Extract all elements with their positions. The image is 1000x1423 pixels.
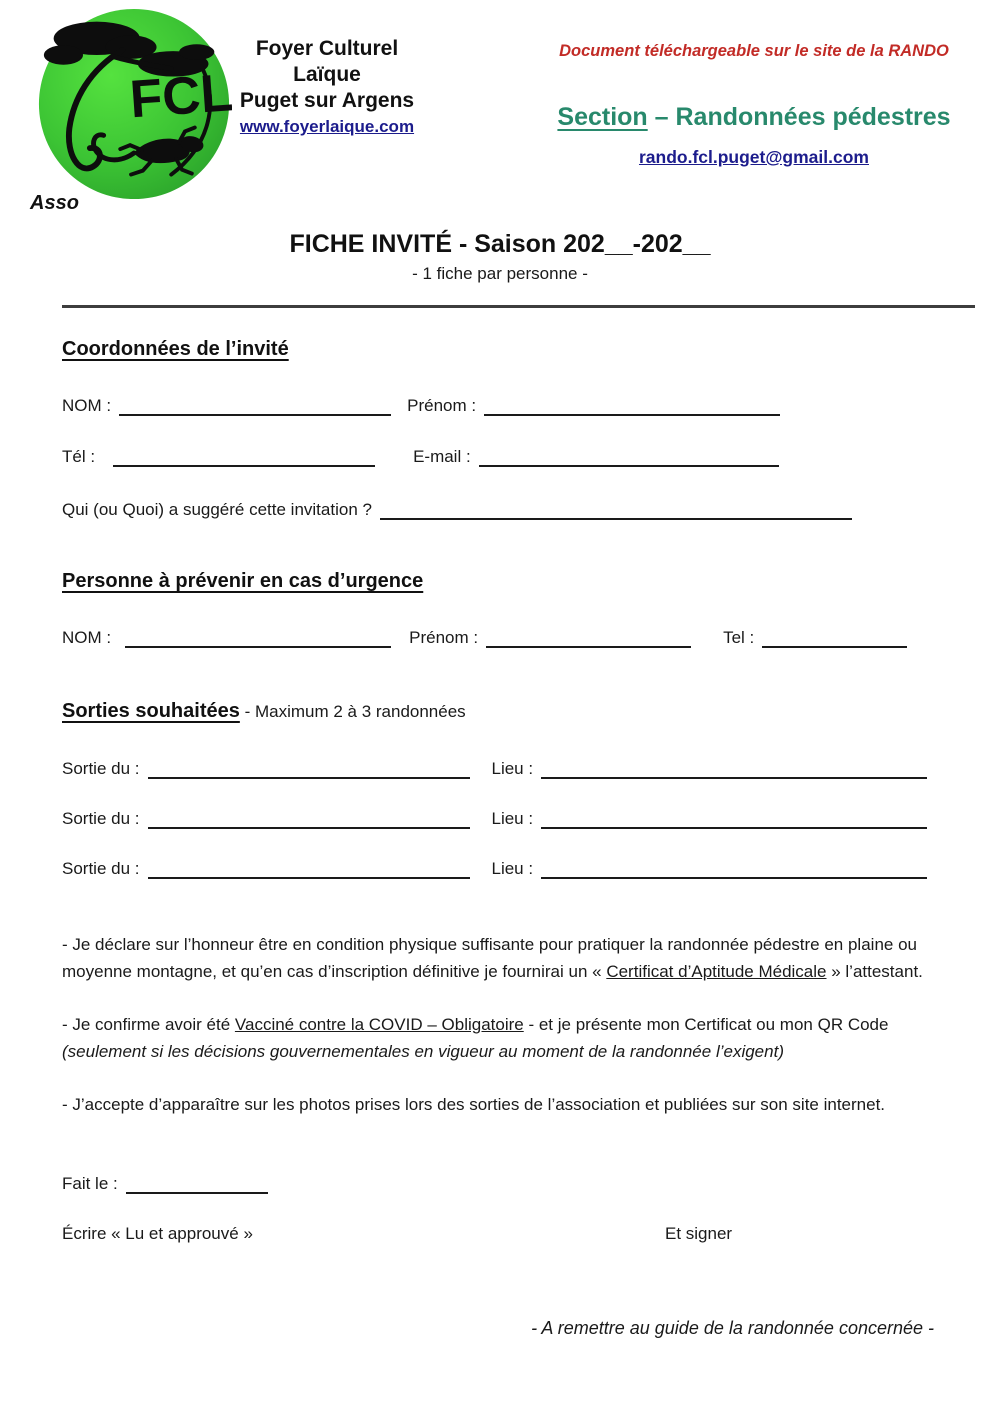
org-name-line2: Puget sur Argens	[239, 89, 415, 112]
urgence-prenom-field[interactable]	[486, 628, 691, 648]
row-urgence	[62, 628, 970, 648]
lieu-field-3[interactable]	[541, 859, 927, 879]
header-right-block	[528, 42, 980, 168]
title-block	[0, 230, 1000, 284]
prenom-label: Prénom :	[407, 396, 477, 415]
organization-block	[220, 36, 434, 137]
urgence-tel-field[interactable]	[762, 628, 907, 648]
declaration-physique-end: » l’attestant.	[826, 962, 923, 981]
lieu-field-2[interactable]	[541, 809, 927, 829]
sortie-du-label: Sortie du :	[62, 759, 140, 778]
section-heading-coordonnees: Coordonnées de l’invité	[62, 338, 289, 360]
covid-underlined: Vacciné contre la COVID – Obligatoire	[234, 1015, 524, 1034]
sortie-date-field-1[interactable]	[148, 759, 470, 779]
fcl-logo	[36, 6, 232, 202]
declaration-physique-text: - Je déclare sur l’honneur être en condition physique suffisante pour pratiquer la randonnée pédestre en plaine ou moyenne montagne, et qu’en cas d’inscription définitive je fournirai un «	[62, 935, 917, 981]
suggestion-field[interactable]	[380, 500, 852, 520]
form-subtitle: - 1 fiche par personne -	[412, 264, 588, 283]
urgence-tel-label: Tel :	[723, 628, 755, 647]
suggestion-label: Qui (ou Quoi) a suggéré cette invitation ?	[62, 500, 372, 519]
form-title: FICHE INVITÉ - Saison 202__-202__	[289, 230, 711, 258]
sortie-row-2	[62, 809, 970, 829]
fcl-logo-image	[36, 6, 232, 202]
sortie-row-1	[62, 759, 970, 779]
et-signer-label: Et signer	[665, 1224, 733, 1243]
row-suggestion	[62, 500, 970, 520]
lieu-field-1[interactable]	[541, 759, 927, 779]
certificat-aptitude-underlined: Certificat d’Aptitude Médicale	[606, 962, 827, 981]
fait-le-label: Fait le :	[62, 1174, 118, 1193]
lieu-label: Lieu :	[491, 859, 534, 878]
covid-text-after: - et je présente mon Certificat ou mon QR Code	[523, 1015, 889, 1034]
section-heading-sorties: Sorties souhaitées	[62, 700, 240, 722]
urgence-nom-label: NOM :	[62, 628, 112, 647]
tel-label: Tél :	[62, 447, 96, 466]
nom-field[interactable]	[119, 396, 391, 416]
nom-label: NOM :	[62, 396, 112, 415]
covid-text-before: - Je confirme avoir été	[62, 1015, 235, 1034]
tel-field[interactable]	[113, 447, 375, 467]
logo-fcl-text: FCL	[128, 63, 232, 130]
section-title-rest: – Randonnées pédestres	[647, 103, 951, 131]
ecrire-label: Écrire « Lu et approuvé »	[62, 1224, 253, 1243]
declaration-photos: - J’accepte d’apparaître sur les photos prises lors des sorties de l’association et publiées sur son site internet.	[62, 1095, 886, 1114]
form-body	[0, 338, 1000, 1339]
row-nom-prenom	[62, 396, 970, 416]
divider	[62, 305, 975, 308]
urgence-prenom-label: Prénom :	[409, 628, 479, 647]
sorties-heading-note: - Maximum 2 à 3 randonnées	[239, 702, 466, 721]
logo-caption: Asso	[30, 192, 79, 214]
fait-le-field[interactable]	[126, 1174, 268, 1194]
section-heading-urgence: Personne à prévenir en cas d’urgence	[62, 570, 424, 592]
sortie-du-label: Sortie du :	[62, 859, 140, 878]
lieu-label: Lieu :	[491, 759, 534, 778]
sortie-date-field-2[interactable]	[148, 809, 470, 829]
bottom-note: - A remettre au guide de la randonnée concernée -	[531, 1318, 934, 1338]
sortie-du-label: Sortie du :	[62, 809, 140, 828]
section-title	[528, 103, 980, 132]
row-tel-email	[62, 447, 970, 467]
sortie-date-field-3[interactable]	[148, 859, 470, 879]
declaration-physique	[62, 931, 970, 985]
declaration-covid-line1	[62, 1011, 970, 1038]
email-label: E-mail :	[413, 447, 471, 466]
declaration-covid	[62, 1011, 970, 1065]
sortie-row-3	[62, 859, 970, 879]
fait-le-row	[62, 1174, 970, 1194]
org-name-line1: Foyer Culturel Laïque	[255, 37, 399, 86]
header	[0, 0, 1000, 226]
covid-condition-italic: (seulement si les décisions gouvernementales en vigueur au moment de la randonnée l’exigent)	[62, 1042, 784, 1061]
section-heading-sorties-wrap	[62, 700, 970, 723]
section-title-underlined: Section	[557, 103, 648, 131]
email-link[interactable]: rando.fcl.puget@gmail.com	[638, 147, 869, 167]
signature-row	[62, 1224, 970, 1248]
urgence-nom-field[interactable]	[125, 628, 391, 648]
download-note: Document téléchargeable sur le site de la RANDO	[559, 42, 949, 60]
prenom-field[interactable]	[484, 396, 780, 416]
website-link[interactable]: www.foyerlaique.com	[239, 117, 415, 136]
lieu-label: Lieu :	[491, 809, 534, 828]
email-field[interactable]	[479, 447, 779, 467]
